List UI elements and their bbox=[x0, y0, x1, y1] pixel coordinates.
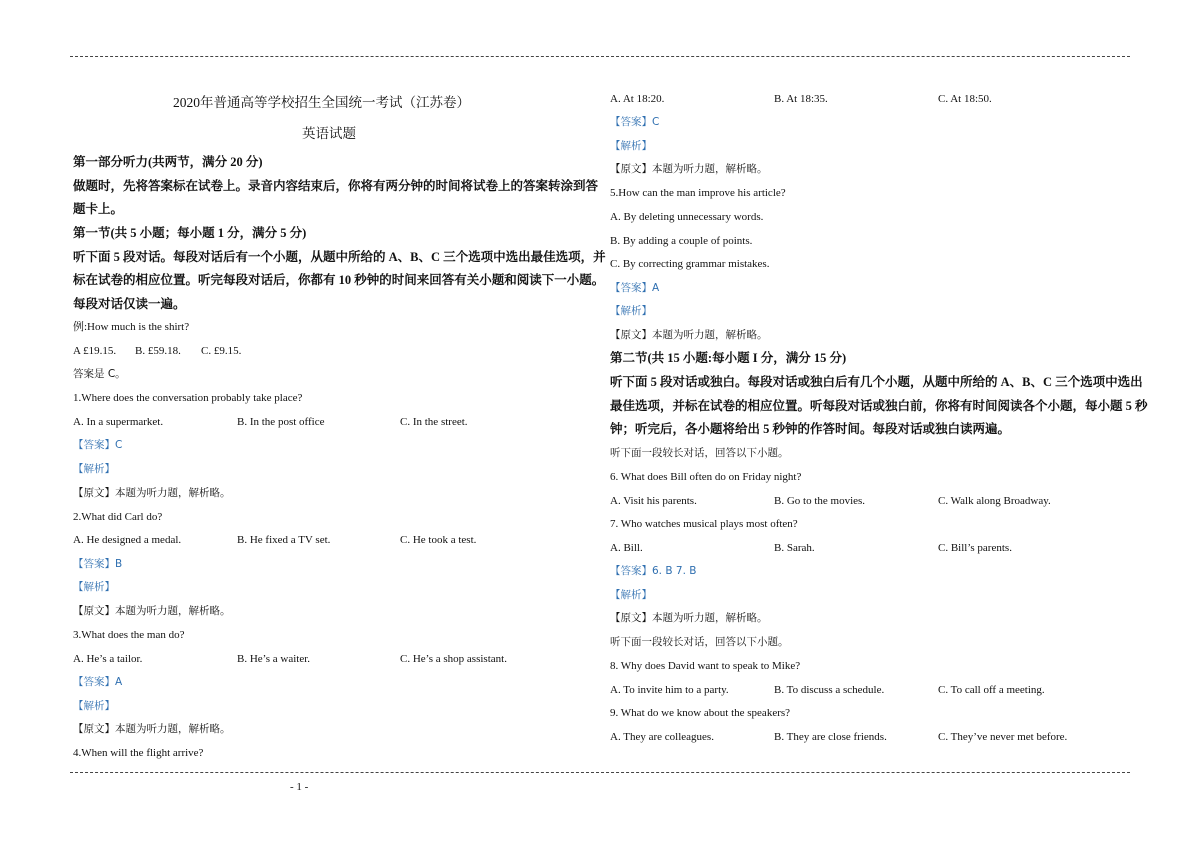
instruction-line: 听下面 5 段对话。每段对话后有一个小题，从题中所给的 A、B、C 三个选项中选出最佳选项，并 bbox=[73, 250, 606, 264]
question-9: 9. What do we know about the speakers? bbox=[610, 707, 791, 719]
question-5: 5.How can the man improve his article? bbox=[610, 187, 786, 199]
q7-option-b: B. Sarah. bbox=[774, 542, 815, 554]
q2-analysis: 【解析】 bbox=[73, 581, 115, 593]
q3-option-b: B. He’s a waiter. bbox=[237, 653, 311, 665]
q8-option-a: A. To invite him to a party. bbox=[610, 684, 729, 696]
instruction-line: 钟；听完后，各小题将给出 5 秒钟的作答时间。每段对话或独白读两遍。 bbox=[610, 422, 1011, 436]
q1-option-c: C. In the street. bbox=[400, 416, 468, 428]
part1-heading: 第一部分听力(共两节，满分 20 分) bbox=[73, 155, 263, 169]
example-option: B. £59.18. bbox=[135, 345, 181, 357]
q9-option-b: B. They are close friends. bbox=[774, 731, 887, 743]
q3-original: 【原文】本题为听力题，解析略。 bbox=[73, 723, 231, 735]
section1-heading: 第一节(共 5 小题；每小题 1 分，满分 5 分) bbox=[73, 226, 307, 240]
q3-answer: 【答案】A bbox=[73, 676, 123, 688]
question-6: 6. What does Bill often do on Friday night? bbox=[610, 471, 802, 483]
exam-subtitle: 英语试题 bbox=[302, 126, 356, 141]
q4-option-b: B. At 18:35. bbox=[774, 93, 828, 105]
listen-prompt: 听下面一段较长对话，回答以下小题。 bbox=[610, 447, 789, 459]
q2-option-c: C. He took a test. bbox=[400, 534, 477, 546]
q5-answer: 【答案】A bbox=[610, 282, 660, 294]
q4-answer: 【答案】C bbox=[610, 116, 660, 128]
exam-title: 2020年普通高等学校招生全国统一考试（江苏卷） bbox=[173, 95, 470, 110]
q6-option-c: C. Walk along Broadway. bbox=[938, 495, 1051, 507]
q4-analysis: 【解析】 bbox=[610, 140, 652, 152]
q2-original: 【原文】本题为听力题，解析略。 bbox=[73, 605, 231, 617]
q4-option-c: C. At 18:50. bbox=[938, 93, 992, 105]
q6-7-original: 【原文】本题为听力题，解析略。 bbox=[610, 612, 768, 624]
question-1: 1.Where does the conversation probably take place? bbox=[73, 392, 303, 404]
q6-option-a: A. Visit his parents. bbox=[610, 495, 697, 507]
example-option: A £19.15. bbox=[73, 345, 117, 357]
q3-option-c: C. He’s a shop assistant. bbox=[400, 653, 507, 665]
q6-option-b: B. Go to the movies. bbox=[774, 495, 866, 507]
question-2: 2.What did Carl do? bbox=[73, 511, 163, 523]
q9-option-c: C. They’ve never met before. bbox=[938, 731, 1068, 743]
top-divider bbox=[70, 56, 1130, 57]
example-option: C. £9.15. bbox=[201, 345, 242, 357]
bottom-divider bbox=[70, 772, 1130, 773]
question-7: 7. Who watches musical plays most often? bbox=[610, 518, 798, 530]
q1-original: 【原文】本题为听力题，解析略。 bbox=[73, 487, 231, 499]
instruction-line: 标在试卷的相应位置。听完每段对话后，你都有 10 秒钟的时间来回答有关小题和阅读下一小题。 bbox=[73, 273, 605, 287]
q8-option-c: C. To call off a meeting. bbox=[938, 684, 1045, 696]
page-number: - 1 - bbox=[290, 781, 309, 793]
q1-option-b: B. In the post office bbox=[237, 416, 325, 428]
q3-option-a: A. He’s a tailor. bbox=[73, 653, 143, 665]
question-4: 4.When will the flight arrive? bbox=[73, 747, 204, 759]
q4-option-a: A. At 18:20. bbox=[610, 93, 665, 105]
q5-analysis: 【解析】 bbox=[610, 305, 652, 317]
q6-7-analysis: 【解析】 bbox=[610, 589, 652, 601]
section2-heading: 第二节(共 15 小题:每小题 I 分，满分 15 分) bbox=[610, 351, 847, 365]
q2-option-b: B. He fixed a TV set. bbox=[237, 534, 331, 546]
q1-option-a: A. In a supermarket. bbox=[73, 416, 164, 428]
q7-option-a: A. Bill. bbox=[610, 542, 643, 554]
example-question: 例:How much is the shirt? bbox=[73, 321, 190, 333]
q6-7-answer: 【答案】6. B 7. B bbox=[610, 565, 697, 577]
instruction-line: 题卡上。 bbox=[73, 202, 124, 216]
q5-option-b: B. By adding a couple of points. bbox=[610, 235, 753, 247]
q8-option-b: B. To discuss a schedule. bbox=[774, 684, 885, 696]
instruction-line: 听下面 5 段对话或独白。每段对话或独白后有几个小题，从题中所给的 A、B、C 三个选项中选出 bbox=[610, 375, 1143, 389]
q9-option-a: A. They are colleagues. bbox=[610, 731, 714, 743]
instruction-line: 每段对话仅读一遍。 bbox=[73, 297, 186, 311]
q7-option-c: C. Bill’s parents. bbox=[938, 542, 1012, 554]
question-3: 3.What does the man do? bbox=[73, 629, 185, 641]
q2-option-a: A. He designed a medal. bbox=[73, 534, 182, 546]
q5-option-a: A. By deleting unnecessary words. bbox=[610, 211, 764, 223]
instruction-line: 最佳选项，并标在试卷的相应位置。听每段对话或独白前，你将有时间阅读各个小题，每小题 5 秒 bbox=[610, 399, 1148, 413]
listen-prompt: 听下面一段较长对话，回答以下小题。 bbox=[610, 636, 789, 648]
instruction-line: 做题时，先将答案标在试卷上。录音内容结束后，你将有两分钟的时间将试卷上的答案转涂到答 bbox=[73, 179, 599, 193]
q5-option-c: C. By correcting grammar mistakes. bbox=[610, 258, 770, 270]
q4-original: 【原文】本题为听力题，解析略。 bbox=[610, 163, 768, 175]
q2-answer: 【答案】B bbox=[73, 558, 123, 570]
example-answer: 答案是 C。 bbox=[73, 368, 126, 380]
q1-answer: 【答案】C bbox=[73, 439, 123, 451]
question-8: 8. Why does David want to speak to Mike? bbox=[610, 660, 801, 672]
q5-original: 【原文】本题为听力题，解析略。 bbox=[610, 329, 768, 341]
q1-analysis: 【解析】 bbox=[73, 463, 115, 475]
q3-analysis: 【解析】 bbox=[73, 700, 115, 712]
